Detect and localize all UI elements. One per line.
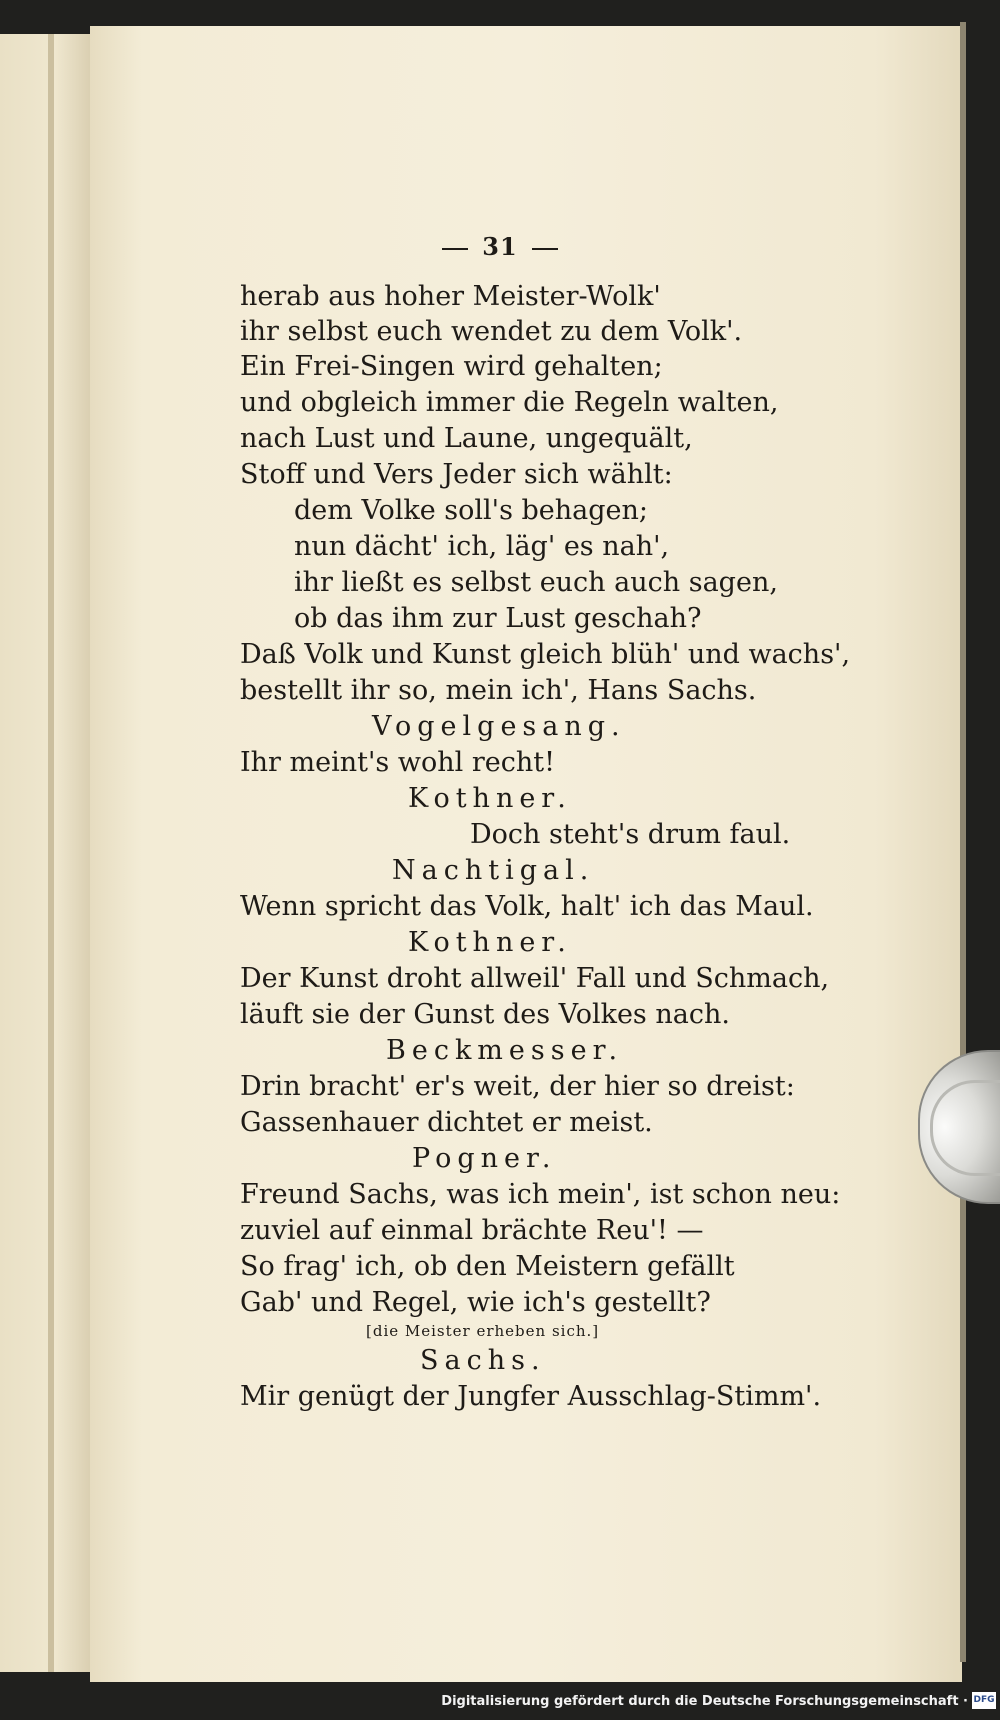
text-line: ihr selbst euch wendet zu dem Volk'. xyxy=(240,316,743,347)
text-line: Ihr meint's wohl recht! xyxy=(240,747,555,778)
speaker-name: Beckmesser. xyxy=(386,1035,624,1066)
dfg-logo: DFG xyxy=(972,1692,996,1709)
speaker-name: Nachtigal. xyxy=(392,855,595,886)
dash-right xyxy=(532,248,558,250)
text-line: Ein Frei-Singen wird gehalten; xyxy=(240,351,663,382)
text-line: ob das ihm zur Lust geschah? xyxy=(294,603,702,634)
text-line: Doch steht's drum faul. xyxy=(470,819,791,850)
text-line: zuviel auf einmal brächte Reu'! — xyxy=(240,1215,704,1246)
text-line: nun dächt' ich, läg' es nah', xyxy=(294,531,670,562)
text-line: bestellt ihr so, mein ich', Hans Sachs. xyxy=(240,675,757,706)
book-gutter xyxy=(48,34,54,1672)
speaker-name: Sachs. xyxy=(420,1345,546,1376)
text-line: dem Volke soll's behagen; xyxy=(294,495,649,526)
page-edge-shadow xyxy=(960,22,966,1662)
speaker-name: Kothner. xyxy=(408,783,572,814)
left-page-edge xyxy=(0,34,92,1672)
text-line: Wenn spricht das Volk, halt' ich das Maul. xyxy=(240,891,814,922)
page-number-value: 31 xyxy=(482,232,518,261)
speaker-name: Kothner. xyxy=(408,927,572,958)
text-line: Drin bracht' er's weit, der hier so dreist: xyxy=(240,1071,795,1102)
text-line: läuft sie der Gunst des Volkes nach. xyxy=(240,999,730,1030)
text-line: So frag' ich, ob den Meistern gefällt xyxy=(240,1251,735,1282)
text-line: Mir genügt der Jungfer Ausschlag-Stimm'. xyxy=(240,1381,822,1412)
stage-direction: [die Meister erheben sich.] xyxy=(366,1322,600,1340)
text-line: Freund Sachs, was ich mein', ist schon neu: xyxy=(240,1179,841,1210)
page-number xyxy=(0,232,1000,261)
dash-left xyxy=(442,248,468,250)
speaker-name: Pogner. xyxy=(412,1143,557,1174)
text-line: und obgleich immer die Regeln walten, xyxy=(240,387,779,418)
text-line: ihr ließt es selbst euch auch sagen, xyxy=(294,567,778,598)
text-line: Stoff und Vers Jeder sich wählt: xyxy=(240,459,673,490)
text-line: Daß Volk und Kunst gleich blüh' und wachs', xyxy=(240,639,851,670)
text-line: Gab' und Regel, wie ich's gestellt? xyxy=(240,1287,711,1318)
text-line: nach Lust und Laune, ungequält, xyxy=(240,423,693,454)
funding-credit: Digitalisierung gefördert durch die Deutsche Forschungsgemeinschaft · xyxy=(441,1694,968,1709)
text-line: herab aus hoher Meister-Wolk' xyxy=(240,281,661,312)
speaker-name: Vogelgesang. xyxy=(372,711,626,742)
text-line: Der Kunst droht allweil' Fall und Schmach, xyxy=(240,963,830,994)
text-line: Gassenhauer dichtet er meist. xyxy=(240,1107,653,1138)
